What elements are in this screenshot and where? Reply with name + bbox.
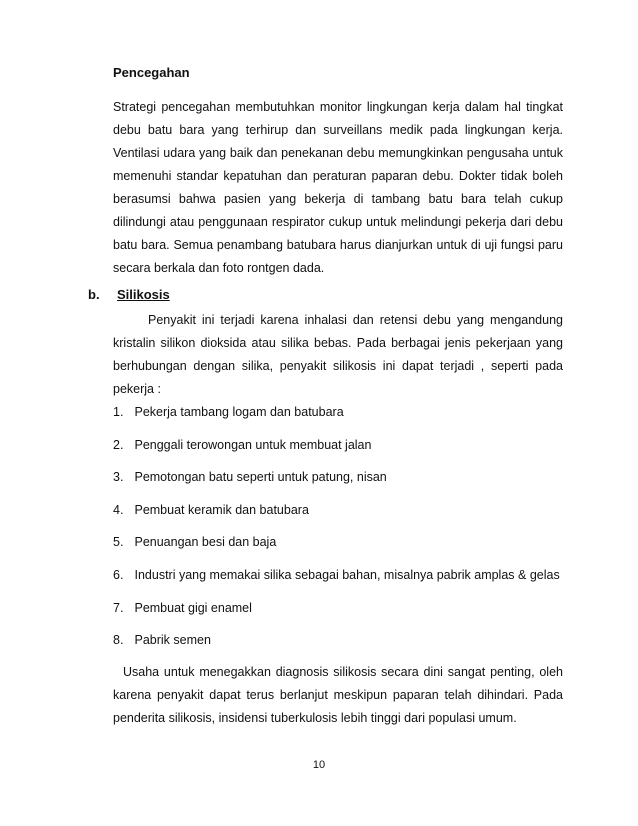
list-item-text: Pemotongan batu seperti untuk patung, nisan <box>134 470 387 485</box>
list-item-number: 3. <box>113 470 124 485</box>
list-item-number: 4. <box>113 502 124 517</box>
heading-pencegahan: Pencegahan <box>113 65 190 80</box>
section-number: b. <box>88 287 100 302</box>
list-item-text: Penggali terowongan untuk membuat jalan <box>134 437 372 452</box>
list-item-number: 5. <box>113 535 124 550</box>
section-title: Silikosis <box>117 287 170 302</box>
list-item-number: 7. <box>113 600 124 615</box>
list-item <box>113 461 560 494</box>
list-item-number: 8. <box>113 633 124 648</box>
list-item-number: 2. <box>113 437 124 452</box>
list-item <box>113 592 560 625</box>
list-item-text: Pembuat gigi enamel <box>134 600 252 615</box>
list-item-text: Pembuat keramik dan batubara <box>134 502 309 517</box>
worker-list <box>113 396 560 657</box>
list-item-number: 6. <box>113 567 124 582</box>
list-item <box>113 494 560 527</box>
list-item-text: Pekerja tambang logam dan batubara <box>134 405 344 419</box>
list-item <box>113 559 560 592</box>
paragraph-silikosis-closing: Usaha untuk menegakkan diagnosis silikosis secara dini sangat penting, oleh karena penyakit dapat terus berlanjut meskipun paparan telah dihindari. Pada penderita silikosis, insidensi tuberkulosis lebih tinggi dari populasi umum. <box>113 665 563 725</box>
list-item <box>113 624 560 657</box>
list-item-number: 1. <box>113 405 124 419</box>
list-item-text: Penuangan besi dan baja <box>134 535 277 550</box>
list-item-text: Pabrik semen <box>134 633 211 648</box>
list-item-text: Industri yang memakai silika sebagai bahan, misalnya pabrik amplas & gelas <box>134 567 560 582</box>
list-item <box>113 526 560 559</box>
list-item <box>113 396 560 429</box>
list-item <box>113 429 560 462</box>
paragraph-silikosis-intro: Penyakit ini terjadi karena inhalasi dan retensi debu yang mengandung kristalin silikon dioksida atau silika bebas. Pada berbagai jenis pekerjaan yang berhubungan dengan silika, penyakit silikosis ini dapat terjadi , seperti pada pekerja : <box>113 313 563 396</box>
page-number: 10 <box>312 759 326 771</box>
paragraph-pencegahan: Strategi pencegahan membutuhkan monitor lingkungan kerja dalam hal tingkat debu batu bara yang terhirup dan surveillans medik pada lingkungan kerja. Ventilasi udara yang baik dan penekanan debu memungkinkan pengusaha untuk memenuhi standar kepatuhan dan peraturan paparan debu. Dokter tidak boleh berasumsi bahwa pasien yang bekerja di tambang batu bara telah cukup dilindungi atau penggunaan respirator cukup untuk melindungi pekerja dari debu batu bara. Semua penambang batubara harus dianjurkan untuk di uji fungsi paru secara berkala dan foto rontgen dada. <box>113 100 563 275</box>
